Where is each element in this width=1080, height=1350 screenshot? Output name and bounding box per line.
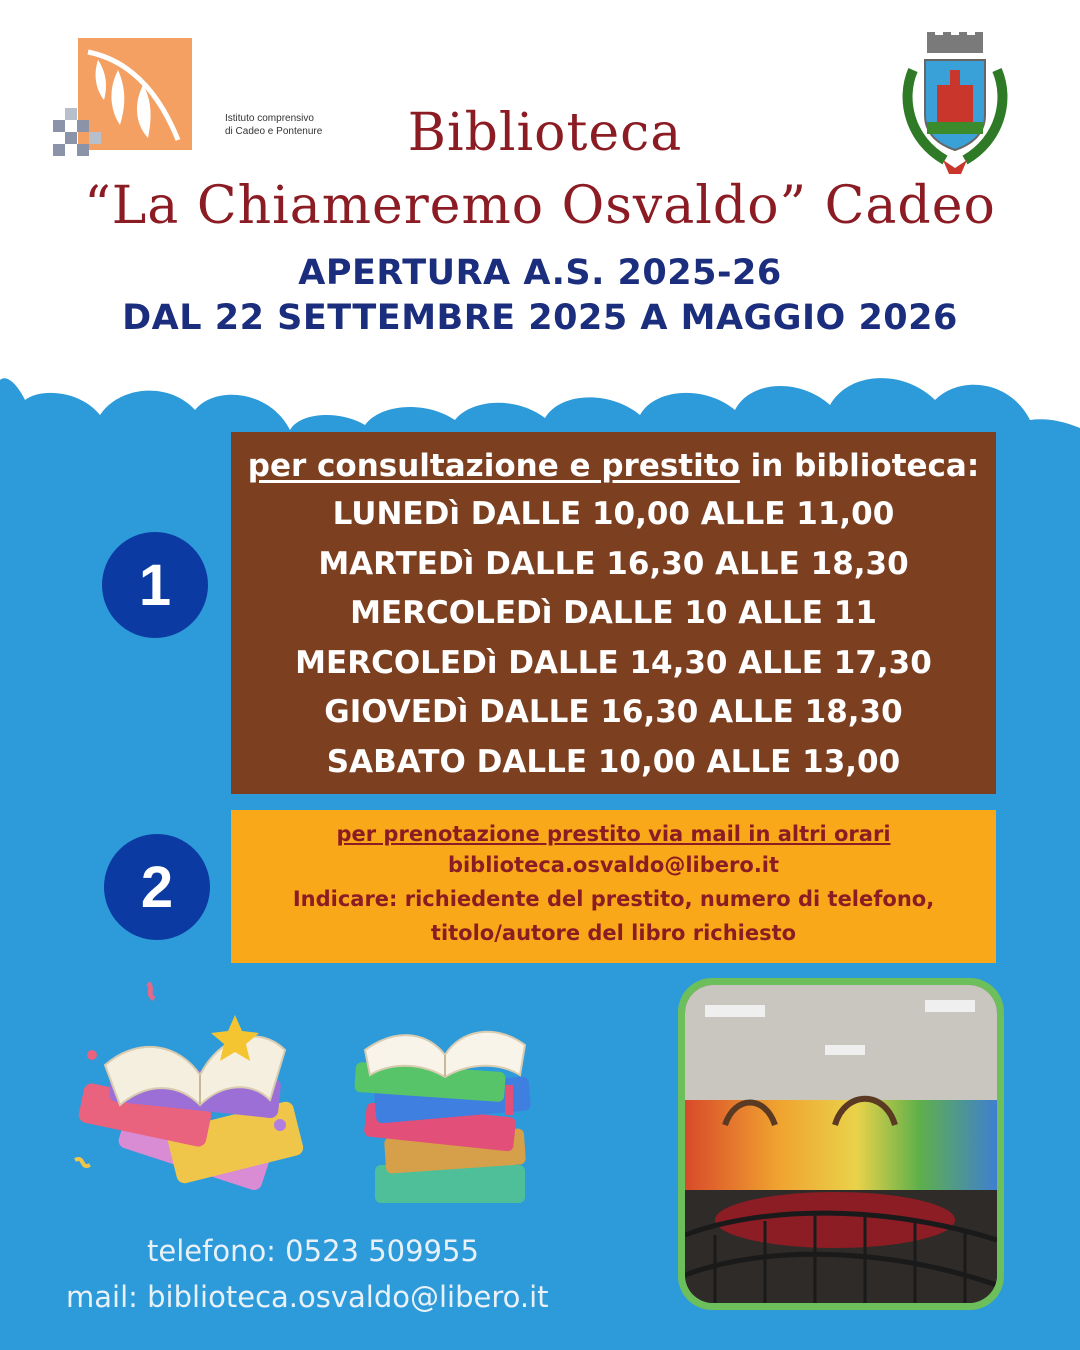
hours-row: GIOVEDì DALLE 16,30 ALLE 18,30 xyxy=(324,694,903,730)
footer-mail[interactable]: mail: biblioteca.osvaldo@libero.it xyxy=(66,1280,549,1314)
open-book-stack-icon xyxy=(70,975,310,1205)
email-booking-address[interactable]: biblioteca.osvaldo@libero.it xyxy=(447,853,780,877)
step-badge-2: 2 xyxy=(104,834,210,940)
opening-period-line1: APERTURA A.S. 2025-26 xyxy=(298,253,782,293)
hours-row: MARTEDì DALLE 16,30 ALLE 18,30 xyxy=(318,545,909,582)
email-booking-note-line1: Indicare: richiedente del prestito, numero di telefono, xyxy=(292,887,935,911)
email-booking-note-line2: titolo/autore del libro richiesto xyxy=(430,921,797,945)
school-name-line1: Istituto comprensivo xyxy=(225,113,314,124)
school-name-line2: di Cadeo e Pontenure xyxy=(225,126,323,137)
book-stack-icon xyxy=(345,1015,545,1210)
hours-row: LUNEDì DALLE 10,00 ALLE 11,00 xyxy=(332,496,895,532)
footer-phone[interactable]: telefono: 0523 509955 xyxy=(147,1234,479,1268)
email-booking-box xyxy=(231,810,996,963)
library-interior-image xyxy=(685,985,997,1303)
library-hours-heading xyxy=(231,448,996,484)
opening-period-line2: DAL 22 SETTEMBRE 2025 A MAGGIO 2026 xyxy=(122,298,958,338)
library-hours-heading-rest: in biblioteca: xyxy=(739,448,980,484)
hours-row: SABATO DALLE 10,00 ALLE 13,00 xyxy=(326,743,901,780)
hours-row: MERCOLEDì DALLE 14,30 ALLE 17,30 xyxy=(295,644,932,681)
library-hours-box xyxy=(231,432,996,794)
step-badge-1: 1 xyxy=(102,532,208,638)
page-title-line1: Biblioteca xyxy=(407,103,683,163)
library-photo xyxy=(678,978,1004,1310)
email-booking-heading: per prenotazione prestito via mail in altri orari xyxy=(336,822,891,846)
hours-row: MERCOLEDì DALLE 10 ALLE 11 xyxy=(350,595,877,631)
library-hours-heading-underlined: per consultazione e prestito xyxy=(247,448,740,484)
hours-list xyxy=(231,490,996,787)
page-title-line2: “La Chiameremo Osvaldo” Cadeo xyxy=(84,176,996,236)
